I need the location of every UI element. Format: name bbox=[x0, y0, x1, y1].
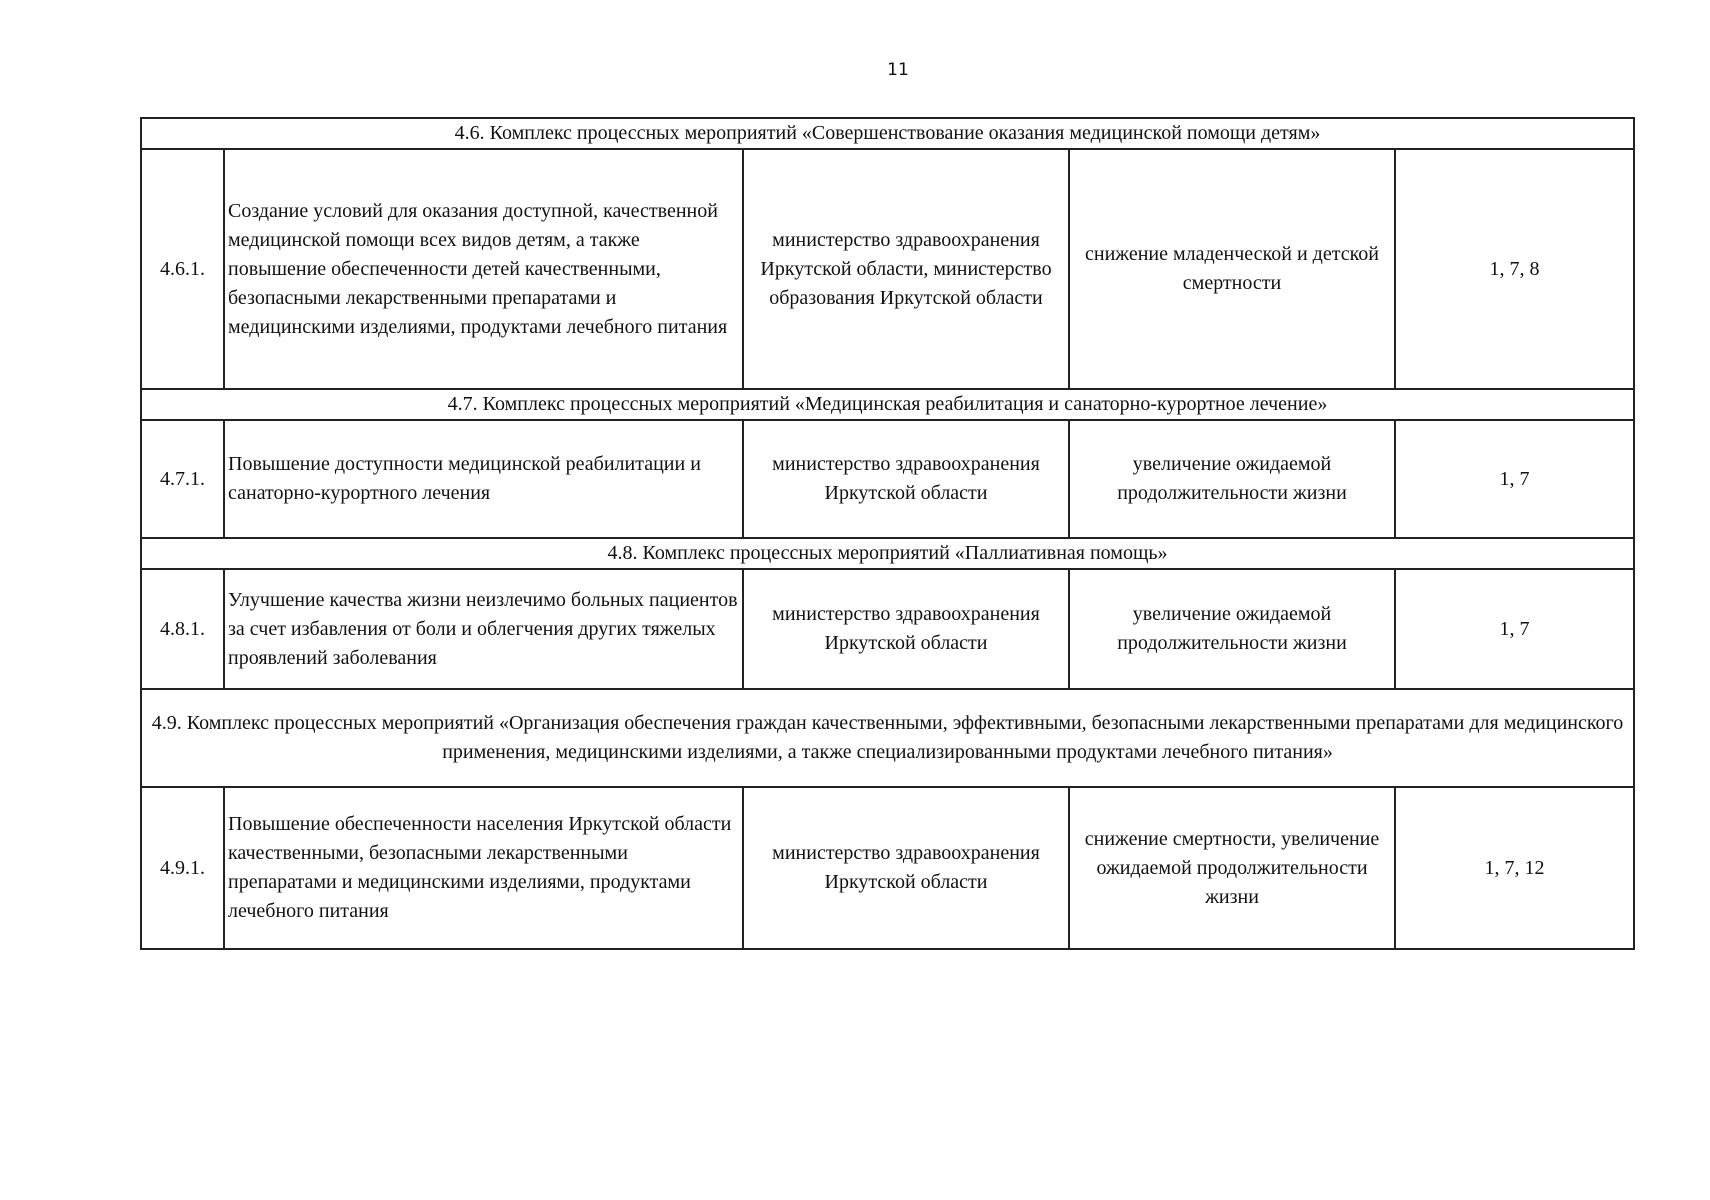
row-links: 1, 7 bbox=[1395, 569, 1634, 689]
section-title: 4.8. Комплекс процессных мероприятий «Паллиативная помощь» bbox=[141, 538, 1634, 569]
row-description: Повышение обеспеченности населения Иркутской области качественными, безопасными лекарственными препаратами и медицинскими изделиями, продуктами лечебного питания bbox=[224, 787, 743, 949]
row-number: 4.9.1. bbox=[141, 787, 224, 949]
row-effect: снижение смертности, увеличение ожидаемой продолжительности жизни bbox=[1069, 787, 1395, 949]
measures-table bbox=[140, 117, 1635, 950]
row-effect: увеличение ожидаемой продолжительности жизни bbox=[1069, 569, 1395, 689]
section-header-row bbox=[141, 689, 1634, 787]
row-description: Повышение доступности медицинской реабилитации и санаторно-курортного лечения bbox=[224, 420, 743, 538]
row-responsible: министерство здравоохранения Иркутской области bbox=[743, 569, 1069, 689]
row-effect: снижение младенческой и детской смертности bbox=[1069, 149, 1395, 389]
section-header-row bbox=[141, 389, 1634, 420]
row-number: 4.7.1. bbox=[141, 420, 224, 538]
section-header-row bbox=[141, 118, 1634, 149]
table-row bbox=[141, 569, 1634, 689]
section-header-row bbox=[141, 538, 1634, 569]
row-links: 1, 7, 12 bbox=[1395, 787, 1634, 949]
row-responsible: министерство здравоохранения Иркутской области bbox=[743, 420, 1069, 538]
page-number: 11 bbox=[887, 60, 909, 80]
section-title: 4.7. Комплекс процессных мероприятий «Медицинская реабилитация и санаторно-курортное лечение» bbox=[141, 389, 1634, 420]
row-number: 4.6.1. bbox=[141, 149, 224, 389]
table-row bbox=[141, 787, 1634, 949]
row-number: 4.8.1. bbox=[141, 569, 224, 689]
row-description: Создание условий для оказания доступной, качественной медицинской помощи всех видов детям, а также повышение обеспеченности детей качественными, безопасными лекарственными препаратами и медицинскими изделиями, продуктами лечебного питания bbox=[224, 149, 743, 389]
row-responsible: министерство здравоохранения Иркутской области, министерство образования Иркутской области bbox=[743, 149, 1069, 389]
row-responsible: министерство здравоохранения Иркутской области bbox=[743, 787, 1069, 949]
section-title: 4.6. Комплекс процессных мероприятий «Совершенствование оказания медицинской помощи детям» bbox=[141, 118, 1634, 149]
row-description: Улучшение качества жизни неизлечимо больных пациентов за счет избавления от боли и облегчения других тяжелых проявлений заболевания bbox=[224, 569, 743, 689]
table-row bbox=[141, 149, 1634, 389]
table-row bbox=[141, 420, 1634, 538]
row-links: 1, 7 bbox=[1395, 420, 1634, 538]
row-effect: увеличение ожидаемой продолжительности жизни bbox=[1069, 420, 1395, 538]
row-links: 1, 7, 8 bbox=[1395, 149, 1634, 389]
section-title: 4.9. Комплекс процессных мероприятий «Организация обеспечения граждан качественными, эффективными, безопасными лекарственными препаратами для медицинского применения, медицинскими изделиями, а также специализированными продуктами лечебного питания» bbox=[141, 689, 1634, 787]
